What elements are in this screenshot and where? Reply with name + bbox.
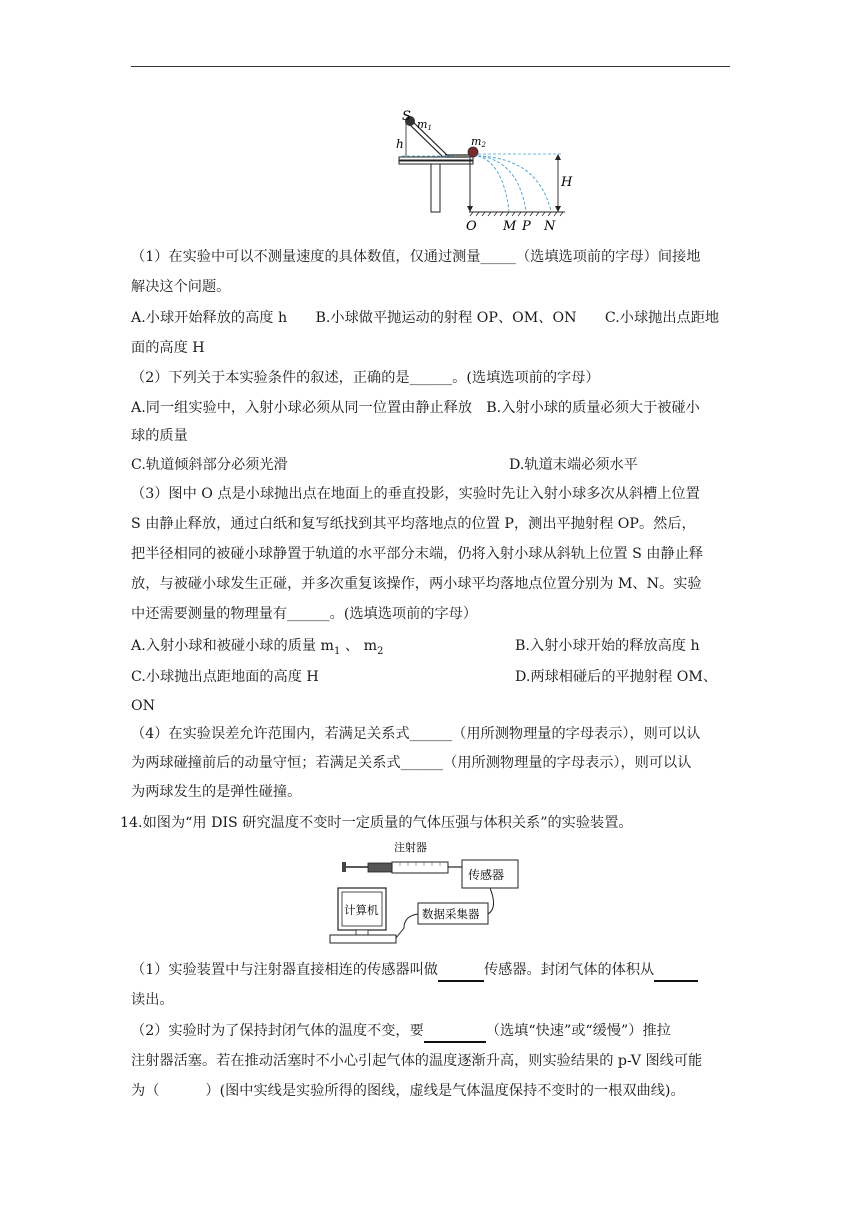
- q13-p3-option-b: B.入射小球开始的释放高度 h: [515, 638, 700, 654]
- q13-p2-option-ab-line2: 球的质量: [131, 428, 188, 444]
- q14-p2-line1: （2）实验时为了保持封闭气体的温度不变，要 （选填“快速”或“缓慢”）推拉: [131, 1021, 731, 1043]
- blank-speed[interactable]: [424, 1021, 486, 1043]
- label-O: O: [466, 219, 477, 233]
- label-S: S: [402, 109, 411, 124]
- label-P: P: [522, 219, 531, 233]
- computer-label: 计算机: [344, 903, 379, 917]
- q13-p1-options-line1: A.小球开始释放的高度 h B.小球做平抛运动的射程 OP、OM、ON C.小球抛出点距地: [131, 310, 720, 326]
- q13-p3-option-c: C.小球抛出点距地面的高度 H: [131, 669, 319, 685]
- sensor-label: 传感器: [468, 868, 505, 882]
- q14-intro: 14.如图为“用 DIS 研究温度不变时一定质量的气体压强与体积关系”的实验装置。: [120, 815, 633, 831]
- q13-p2-line1: （2）下列关于本实验条件的叙述，正确的是______。(选填选项前的字母）: [131, 370, 600, 386]
- q13-p3-option-d-line1: D.两球相碰后的平抛射程 OM、: [515, 669, 718, 685]
- q13-p4-line3: 为两球发生的是弹性碰撞。: [131, 784, 302, 800]
- q13-p2-option-d: D.轨道末端必须水平: [509, 457, 638, 473]
- q13-p4-line2: 为两球碰撞前后的动量守恒；若满足关系式______（用所测物理量的字母表示），则可以认: [131, 755, 692, 771]
- collector-label: 数据采集器: [422, 907, 480, 921]
- q13-p1-line2: 解决这个问题。: [131, 279, 231, 295]
- label-m1: m1: [417, 118, 432, 132]
- dis-apparatus-figure: [326, 836, 526, 948]
- collision-apparatus-figure: [393, 108, 583, 233]
- ball-m2-icon: [468, 147, 478, 157]
- q13-p3-line5: 中还需要测量的物理量有______。(选填选项前的字母）: [131, 606, 478, 622]
- q13-p3-option-a: A.入射小球和被碰小球的质量 $m_1$ 、 $m_2$: [131, 638, 384, 657]
- blank-sensor-type[interactable]: [438, 960, 484, 982]
- q13-p3-line2: S 由静止释放，通过白纸和复写纸找到其平均落地点的位置 P，测出平抛射程 OP。然后，: [131, 516, 696, 532]
- q14-p1-line1: （1）实验装置中与注射器直接相连的传感器叫做 传感器。封闭气体的体积从: [131, 960, 731, 982]
- q13-p2-option-ab-line1: A.同一组实验中，入射小球必须从同一位置由静止释放 B.入射小球的质量必须大于被碰小: [131, 400, 700, 416]
- blank-volume-source[interactable]: [654, 960, 698, 982]
- blank-answer[interactable]: [159, 1081, 205, 1101]
- label-H: H: [561, 175, 573, 190]
- q14-p1-line2: 读出。: [131, 992, 174, 1008]
- q13-p3-line1: （3）图中 O 点是小球抛出点在地面上的垂直投影，实验时先让入射小球多次从斜槽上位置: [131, 486, 700, 502]
- q13-p3-option-d-line2: ON: [131, 698, 156, 714]
- q13-p4-line1: （4）在实验误差允许范围内，若满足关系式______（用所测物理量的字母表示），则可以认: [131, 726, 701, 742]
- label-m2: m2: [471, 135, 486, 149]
- label-M: M: [503, 219, 517, 233]
- label-h: h: [396, 137, 404, 151]
- q13-p1-options-line2: 面的高度 H: [131, 340, 205, 356]
- q14-p2-line2: 注射器活塞。若在推动活塞时不小心引起气体的温度逐渐升高，则实验结果的 p-V 图线可能: [131, 1053, 703, 1069]
- q13-p2-option-c: C.轨道倾斜部分必须光滑: [131, 457, 288, 473]
- q13-p1-line1: （1）在实验中可以不测量速度的具体数值，仅通过测量_____（选填选项前的字母）间接地: [131, 249, 701, 265]
- q13-p3-line3: 把半径相同的被碰小球静置于轨道的水平部分末端，仍将入射小球从斜轨上位置 S 由静止释: [131, 546, 704, 562]
- q13-p3-line4: 放，与被碰小球发生正碰，并多次重复该操作，两小球平均落地点位置分别为 M、N。实验: [131, 576, 702, 592]
- label-N: N: [544, 219, 556, 233]
- syringe-label: 注射器: [394, 841, 427, 854]
- header-rule: [131, 66, 730, 67]
- q14-p2-line3: 为（ ）(图中实线是实验所得的图线，虚线是气体温度保持不变时的一根双曲线)。: [131, 1083, 685, 1099]
